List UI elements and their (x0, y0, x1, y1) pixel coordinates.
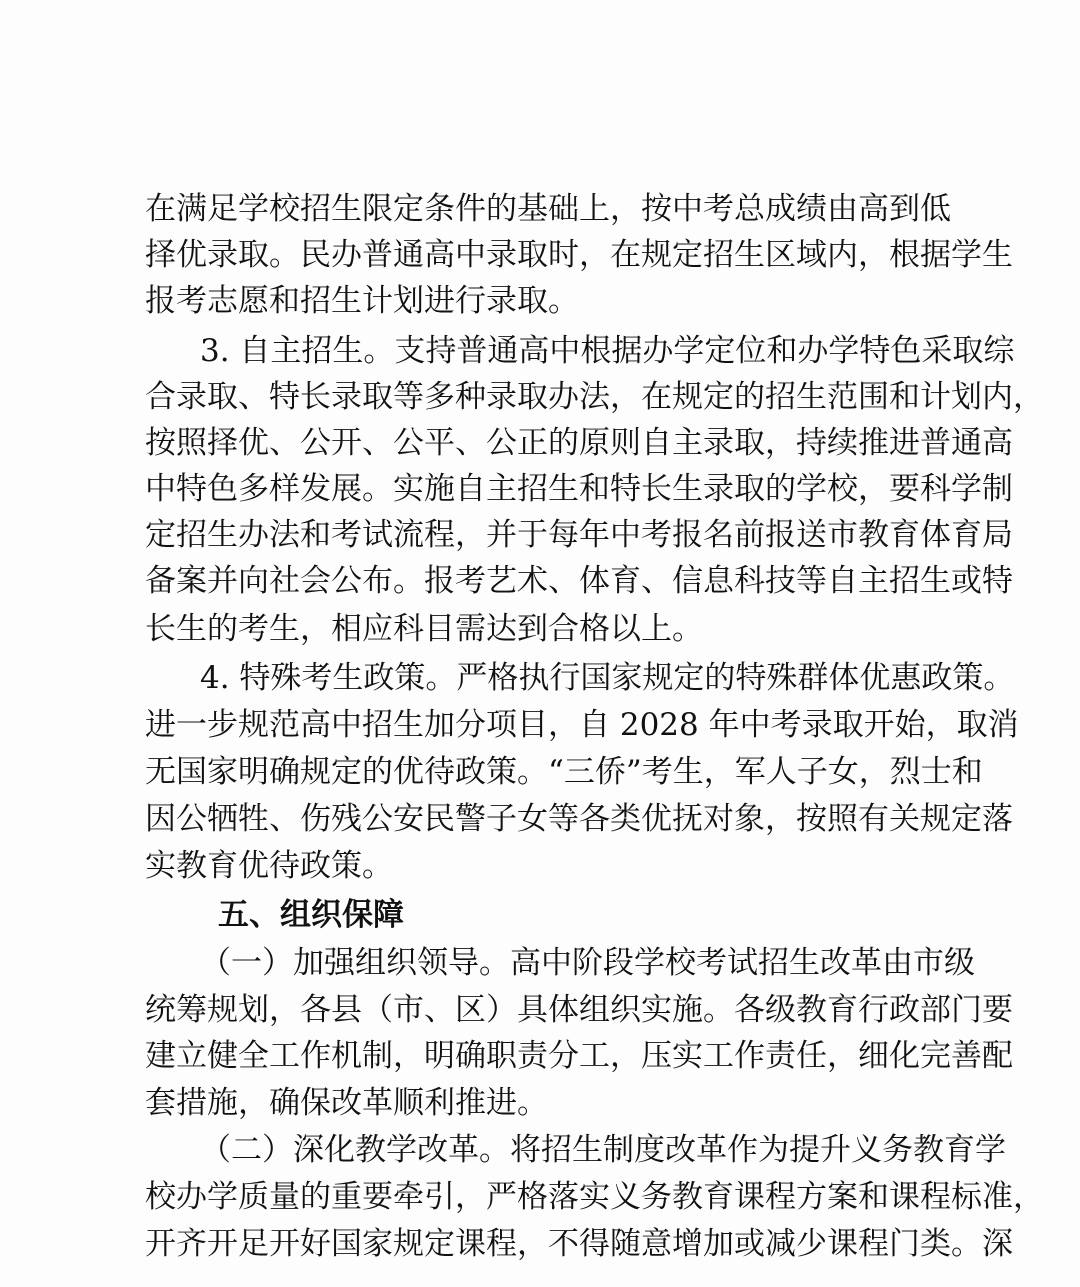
text-line: 建立健全工作机制，明确职责分工，压实工作责任，细化完善配 (145, 1038, 1013, 1074)
text-line: 套措施，确保改革顺利推进。 (145, 1085, 548, 1121)
text-line: 中特色多样发展。实施自主招生和特长生录取的学校，要科学制 (145, 471, 1013, 507)
text-line: 3. 自主招生。支持普通高中根据办学定位和办学特色采取综 (200, 333, 1015, 369)
text-line: （一）加强组织领导。高中阶段学校考试招生改革由市级 (200, 945, 975, 981)
text-line: 无国家明确规定的优待政策。“三侨”考生，军人子女，烈士和 (145, 754, 983, 790)
text-line: 在满足学校招生限定条件的基础上，按中考总成绩由高到低 (145, 191, 951, 227)
section-heading: 五、组织保障 (218, 897, 404, 933)
text-line: 统筹规划，各县（市、区）具体组织实施。各级教育行政部门要 (145, 992, 1013, 1028)
text-line: 备案并向社会公布。报考艺术、体育、信息科技等自主招生或特 (145, 563, 1013, 599)
text-line: 按照择优、公开、公平、公正的原则自主录取，持续推进普通高 (145, 425, 1013, 461)
text-line: 进一步规范高中招生加分项目，自 2028 年中考录取开始，取消 (145, 707, 1019, 743)
text-line: 择优录取。民办普通高中录取时，在规定招生区域内，根据学生 (145, 237, 1013, 273)
text-line: 报考志愿和招生计划进行录取。 (145, 283, 579, 319)
text-line: 校办学质量的重要牵引，严格落实义务教育课程方案和课程标准， (145, 1179, 1044, 1215)
text-line: 因公牺牲、伤残公安民警子女等各类优抚对象，按照有关规定落 (145, 801, 1013, 837)
text-line: 开齐开足开好国家规定课程，不得随意增加或减少课程门类。深 (145, 1226, 1013, 1262)
text-line: （二）深化教学改革。将招生制度改革作为提升义务教育学 (200, 1132, 1006, 1168)
text-line: 实教育优待政策。 (145, 848, 393, 884)
text-line: 合录取、特长录取等多种录取办法，在规定的招生范围和计划内， (145, 379, 1044, 415)
text-line: 长生的考生，相应科目需达到合格以上。 (145, 611, 703, 647)
text-line: 4. 特殊考生政策。严格执行国家规定的特殊群体优惠政策。 (200, 660, 1015, 696)
text-line: 定招生办法和考试流程，并于每年中考报名前报送市教育体育局 (145, 517, 1013, 553)
